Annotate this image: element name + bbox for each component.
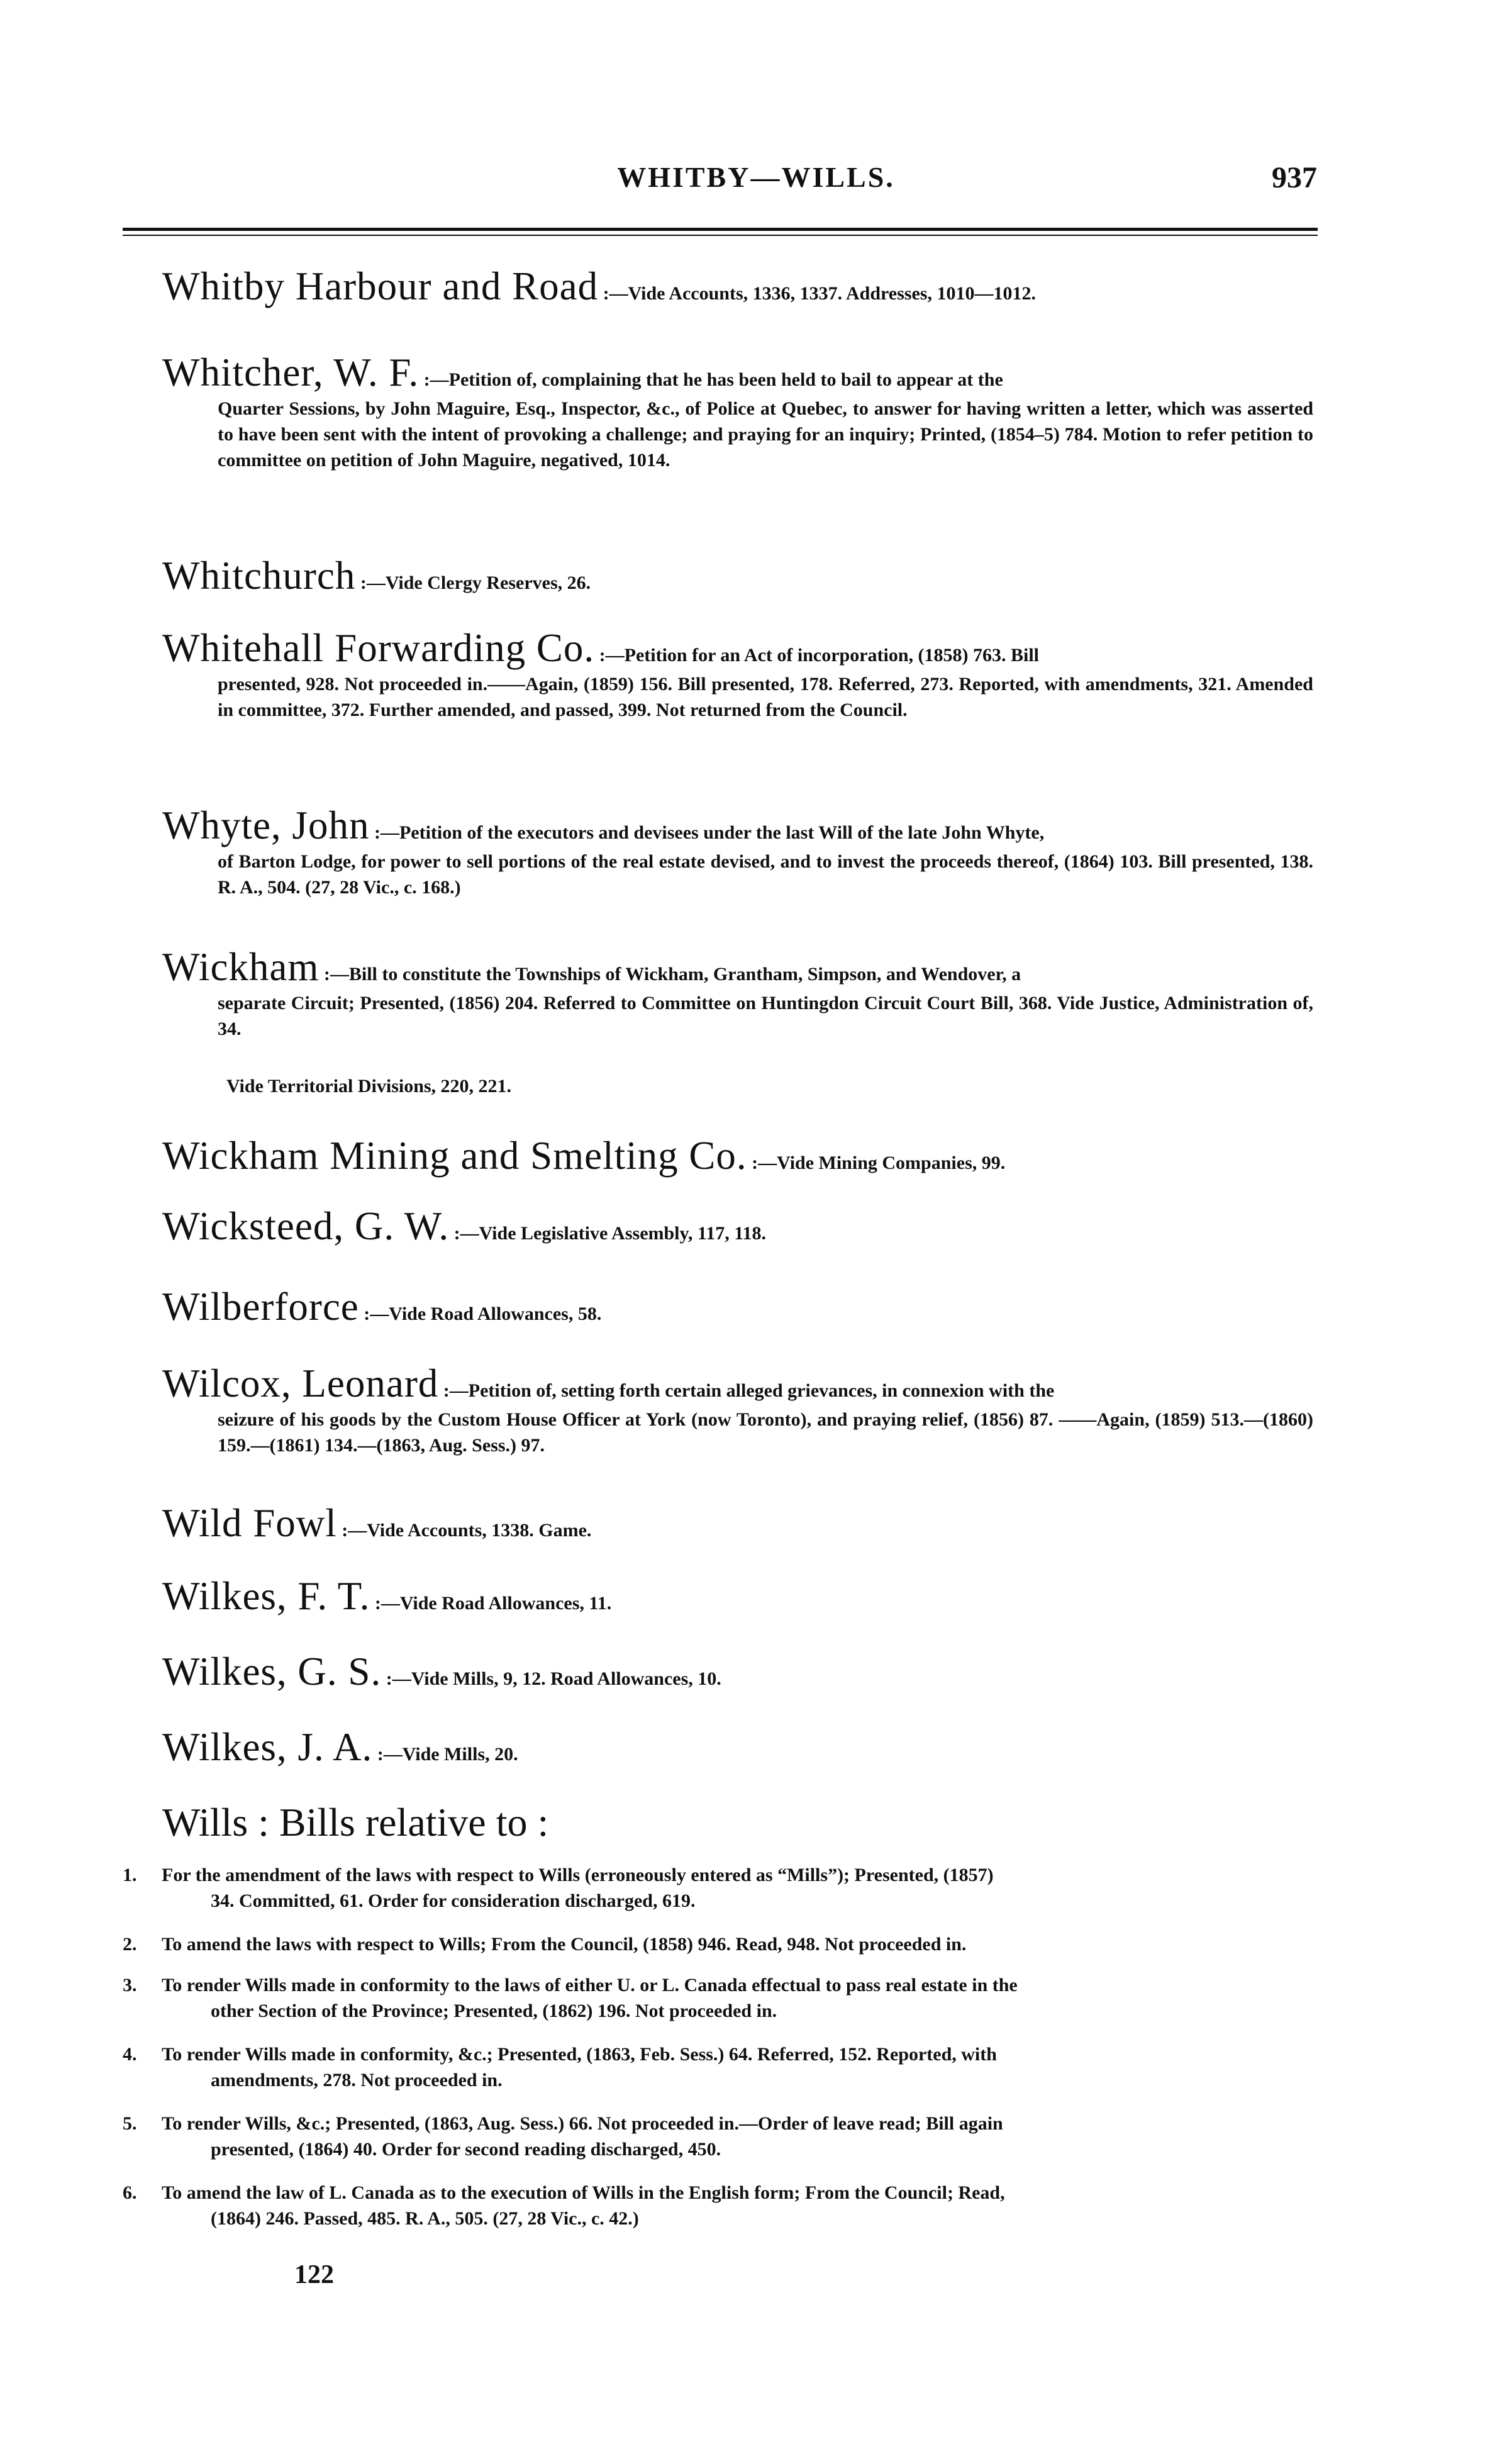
index-entry: [162, 349, 1313, 473]
entry-text: :—Vide Road Allowances, 58.: [364, 1303, 602, 1324]
bill-text: For the amendment of the laws with respect to Wills (erroneously entered as “Mills”); Presented, (1857): [162, 1865, 994, 1885]
vide-reference: Vide Territorial Divisions, 220, 221.: [226, 1076, 512, 1097]
bill-text-cont: presented, (1864) 40. Order for second reading discharged, 450.: [211, 2139, 721, 2160]
index-entry: [162, 263, 1313, 310]
page-number: 937: [1272, 161, 1317, 194]
entry-text: :—Petition of, complaining that he has been held to bail to appear at the: [423, 369, 1003, 390]
entry-heading: Wicksteed, G. W.: [162, 1204, 450, 1248]
bill-text: To amend the law of L. Canada as to the execution of Wills in the English form; From the Council; Read,: [162, 2182, 1005, 2203]
bill-number: 5.: [123, 2113, 137, 2134]
bill-text: To render Wills made in conformity to the laws of either U. or L. Canada effectual to pass real estate in the: [162, 1975, 1018, 1995]
entry-heading: Whitchurch: [162, 554, 356, 598]
entry-heading: Wilkes, G. S.: [162, 1649, 382, 1694]
entry-heading: Whyte, John: [162, 803, 370, 847]
index-entry: [162, 625, 1313, 723]
bill-number: 1.: [123, 1865, 137, 1885]
wills-heading: Wills : Bills relative to :: [162, 1800, 549, 1845]
entry-text: :—Vide Accounts, 1338. Game.: [342, 1520, 592, 1541]
entry-text: :—Petition for an Act of incorporation, (1858) 763. Bill: [599, 645, 1040, 666]
entry-heading: Wilcox, Leonard: [162, 1361, 439, 1405]
index-entry: [162, 1132, 1313, 1179]
entry-continuation: seizure of his goods by the Custom House Officer at York (now Toronto), and praying relief, (1856) 87. ——Again, (1859) 513.—(1860) 159.—(1861) 134.—(1863, Aug. Sess.) 97.: [218, 1409, 1313, 1456]
bill-number: 4.: [123, 2044, 137, 2065]
entry-text: :—Vide Mining Companies, 99.: [752, 1153, 1006, 1173]
running-title: WHITBY—WILLS.: [617, 161, 895, 193]
index-entry: [162, 802, 1313, 900]
signature-mark: 122: [294, 2260, 334, 2289]
bill-number: 3.: [123, 1975, 137, 1995]
header-rule-thin: [123, 235, 1318, 236]
index-entry: [162, 1573, 1313, 1619]
header-rule: [123, 228, 1318, 231]
bill-text-cont: (1864) 246. Passed, 485. R. A., 505. (27, 28 Vic., c. 42.): [211, 2208, 639, 2229]
index-entry: [162, 552, 1313, 599]
entry-heading: Wilberforce: [162, 1285, 359, 1329]
entry-continuation: of Barton Lodge, for power to sell portions of the real estate devised, and to invest the proceeds thereof, (1864) 103. Bill presented, 138. R. A., 504. (27, 28 Vic., c. 168.): [218, 851, 1313, 898]
entry-text: :—Vide Road Allowances, 11.: [374, 1593, 612, 1614]
index-entry: [162, 1724, 1313, 1770]
entry-heading: Wickham: [162, 945, 320, 989]
bill-item: [123, 2111, 1318, 2162]
entry-heading: Wilkes, J. A.: [162, 1725, 373, 1769]
bill-item: [123, 2041, 1318, 2093]
entry-text: :—Vide Clergy Reserves, 26.: [360, 572, 591, 593]
entry-text: :—Petition of the executors and devisees under the last Will of the late John Whyte,: [374, 822, 1045, 843]
bill-item: [123, 2180, 1318, 2231]
entry-continuation: presented, 928. Not proceeded in.——Again, (1859) 156. Bill presented, 178. Referred, 273. Reported, with amendments, 321. Amended in committee, 372. Further amended, and passed, 399. Not returned from the Council.: [218, 674, 1313, 720]
entry-heading: Wild Fowl: [162, 1501, 337, 1545]
index-entry: [162, 1283, 1313, 1330]
bill-text: To amend the laws with respect to Wills; From the Council, (1858) 946. Read, 948. Not proceeded in.: [162, 1934, 967, 1955]
index-entry: [162, 1203, 1313, 1249]
entry-heading: Wilkes, F. T.: [162, 1574, 370, 1618]
bill-item: [123, 1972, 1318, 2024]
bill-text-cont: amendments, 278. Not proceeded in.: [211, 2070, 503, 2090]
bill-item: [123, 1931, 1318, 1957]
index-entry: [162, 944, 1313, 1042]
bill-number: 2.: [123, 1934, 137, 1955]
page-header: [0, 160, 1512, 211]
entry-heading: Whitcher, W. F.: [162, 350, 420, 394]
bill-text: To render Wills made in conformity, &c.; Presented, (1863, Feb. Sess.) 64. Referred, 152. Reported, with: [162, 2044, 997, 2065]
entry-text: :—Petition of, setting forth certain alleged grievances, in connexion with the: [443, 1380, 1055, 1401]
entry-text: :—Vide Accounts, 1336, 1337. Addresses, 1010—1012.: [603, 283, 1036, 304]
entry-continuation: Quarter Sessions, by John Maguire, Esq., Inspector, &c., of Police at Quebec, to answer for having written a letter, which was asserted to have been sent with the intent of provoking a challenge; and praying for an inquiry; Printed, (1854–5) 784. Motion to refer petition to committee on petition of John Maguire, negatived, 1014.: [218, 398, 1313, 471]
entry-heading: Whitby Harbour and Road: [162, 264, 599, 308]
index-entry: [162, 1500, 1313, 1546]
bill-item: [123, 1862, 1318, 1914]
index-entry: [162, 1360, 1313, 1458]
entry-continuation: separate Circuit; Presented, (1856) 204. Referred to Committee on Huntingdon Circuit Court Bill, 368. Vide Justice, Administration of, 34.: [218, 993, 1313, 1039]
entry-heading: Wickham Mining and Smelting Co.: [162, 1134, 747, 1178]
bill-text-cont: other Section of the Province; Presented, (1862) 196. Not proceeded in.: [211, 2001, 777, 2021]
index-entry: [162, 1648, 1313, 1695]
entry-heading: Whitehall Forwarding Co.: [162, 626, 595, 670]
entry-text: :—Vide Legislative Assembly, 117, 118.: [453, 1223, 767, 1244]
entry-text: :—Bill to constitute the Townships of Wickham, Grantham, Simpson, and Wendover, a: [323, 964, 1021, 985]
entry-text: :—Vide Mills, 20.: [377, 1744, 518, 1765]
bill-text: To render Wills, &c.; Presented, (1863, Aug. Sess.) 66. Not proceeded in.—Order of leave read; Bill again: [162, 2113, 1003, 2134]
bill-text-cont: 34. Committed, 61. Order for consideration discharged, 619.: [211, 1890, 696, 1911]
entry-text: :—Vide Mills, 9, 12. Road Allowances, 10.: [386, 1668, 721, 1689]
bill-number: 6.: [123, 2182, 137, 2203]
